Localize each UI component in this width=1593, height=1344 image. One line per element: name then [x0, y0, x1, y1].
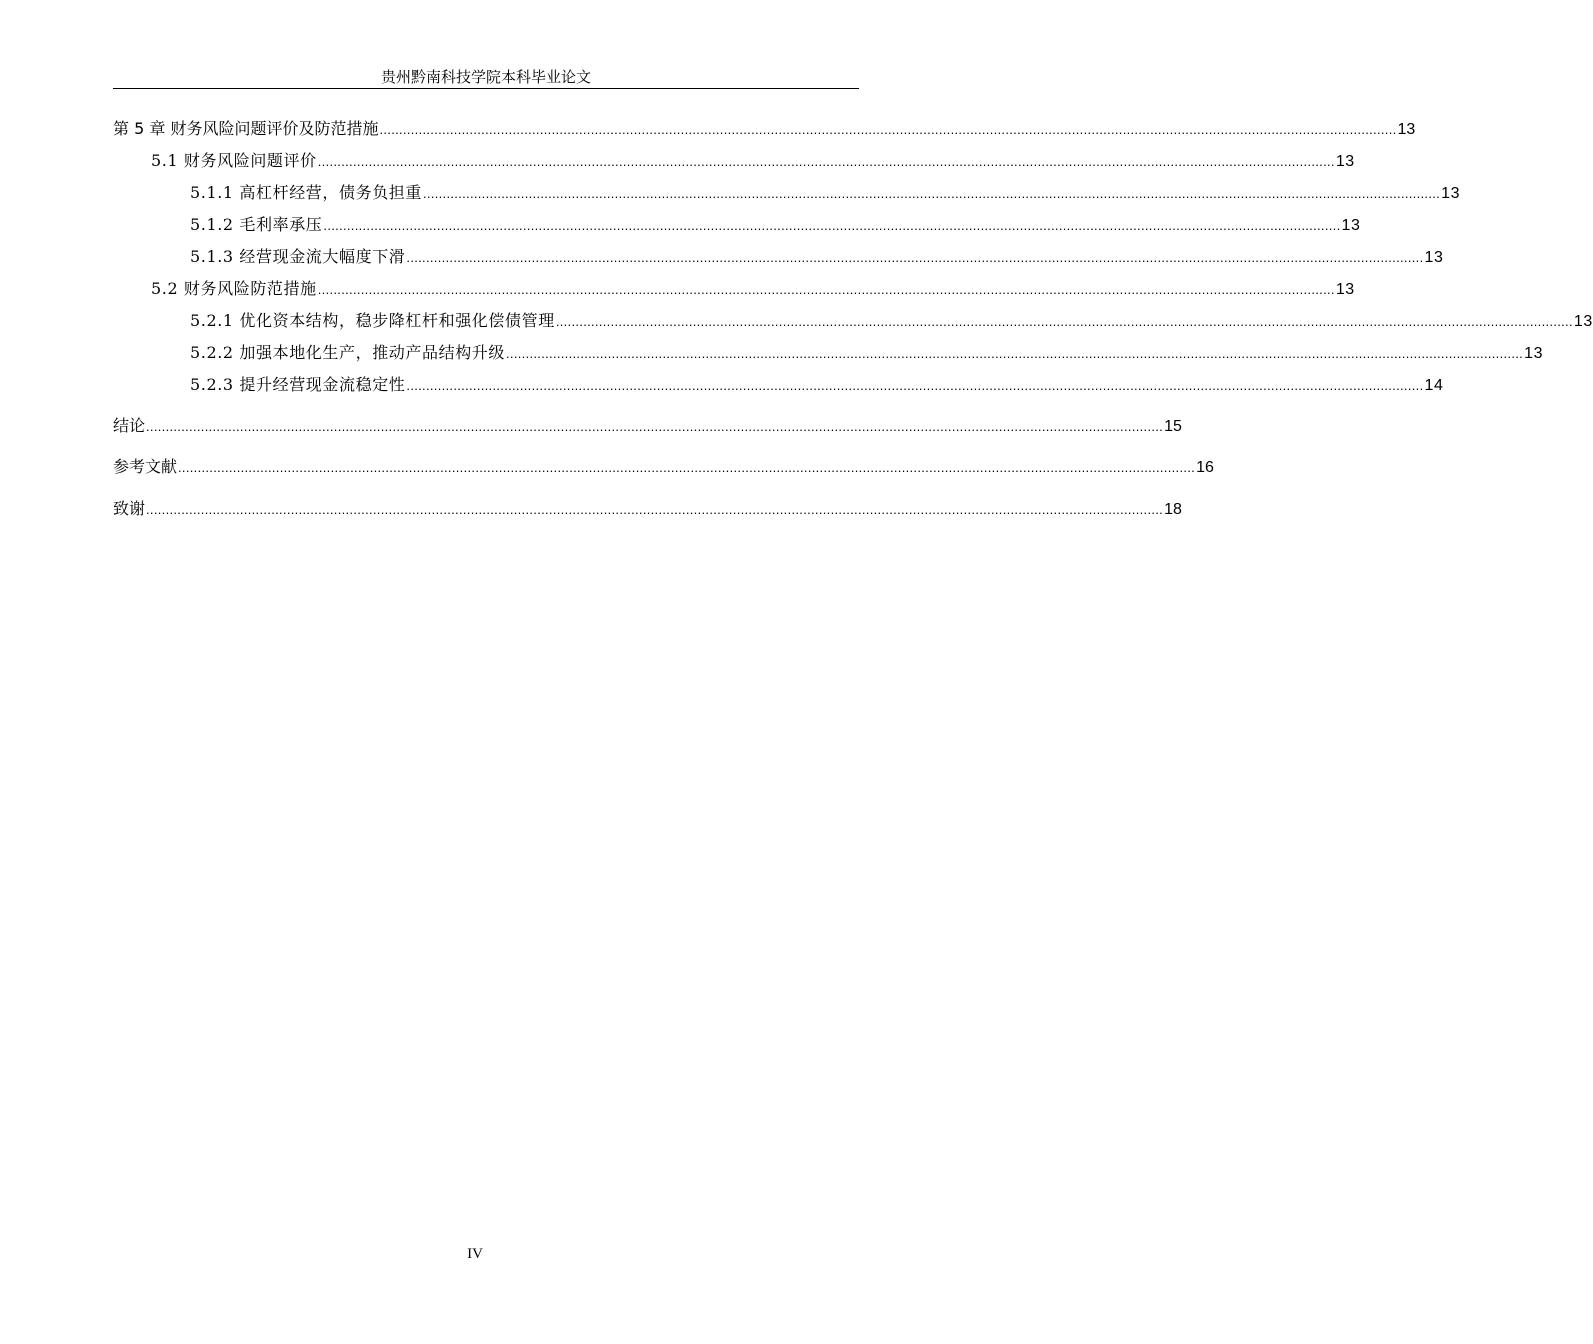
toc-entry-label: 致谢 [113, 499, 146, 518]
toc-entry-page: 14 [1424, 377, 1444, 394]
toc-entry-label: 5.2.1 优化资本结构，稳步降杠杆和强化偿债管理 [190, 311, 555, 330]
toc-dot-leader: .................................................................................................................................................................................................................................................................... [178, 460, 1196, 475]
toc-dot-leader: .................................................................................................................................................................................................................................................................... [317, 282, 1335, 297]
toc-entry-label: 5.2.3 提升经营现金流稳定性 [190, 375, 406, 394]
toc-entry-page: 13 [1441, 185, 1461, 202]
toc-entry-5-2-3[interactable] [113, 372, 1444, 413]
toc-dot-leader: .................................................................................................................................................................................................................................................................... [423, 186, 1441, 201]
toc-entry-page: 15 [1164, 418, 1182, 435]
toc-entry-page: 18 [1164, 501, 1182, 518]
toc-dot-leader: .................................................................................................................................................................................................................................................................... [406, 250, 1424, 265]
toc-entry-page: 13 [1573, 313, 1593, 330]
toc-entry-label: 第 5 章 财务风险问题评价及防范措施 [113, 119, 379, 138]
table-of-contents [113, 116, 1593, 528]
toc-dot-leader: .................................................................................................................................................................................................................................................................... [506, 346, 1524, 361]
toc-entry-label: 5.1.1 高杠杆经营，债务负担重 [190, 183, 422, 202]
toc-dot-leader: .................................................................................................................................................................................................................................................................... [323, 218, 1341, 233]
toc-entry-label: 参考文献 [113, 457, 178, 476]
toc-entry-5-1-1[interactable] [113, 180, 1461, 212]
toc-entry-5-2-1[interactable] [113, 308, 1593, 340]
toc-entry-chapter-5[interactable] [113, 116, 1416, 148]
toc-entry-label: 5.1.2 毛利率承压 [190, 215, 323, 234]
toc-entry-label: 5.1.3 经营现金流大幅度下滑 [190, 247, 406, 266]
toc-entry-page: 13 [1524, 345, 1544, 362]
toc-entry-conclusion[interactable] [113, 413, 1182, 454]
toc-dot-leader: .................................................................................................................................................................................................................................................................... [146, 419, 1164, 434]
page-number: IV [467, 1246, 483, 1262]
toc-entry-5-1-2[interactable] [113, 212, 1361, 244]
toc-entry-label: 5.1 财务风险问题评价 [151, 151, 317, 170]
toc-entry-5-2[interactable] [113, 276, 1355, 308]
toc-entry-page: 16 [1196, 459, 1214, 476]
toc-entry-label: 5.2.2 加强本地化生产，推动产品结构升级 [190, 343, 505, 362]
toc-dot-leader: .................................................................................................................................................................................................................................................................... [406, 378, 1424, 393]
header-title: 贵州黔南科技学院本科毕业论文 [380, 68, 591, 86]
toc-dot-leader: .................................................................................................................................................................................................................................................................... [379, 122, 1397, 137]
page-header [113, 66, 859, 89]
toc-entry-5-2-2[interactable] [113, 340, 1544, 372]
toc-dot-leader: .................................................................................................................................................................................................................................................................... [146, 502, 1164, 517]
toc-entry-page: 13 [1397, 121, 1416, 138]
toc-entry-page: 13 [1335, 153, 1355, 170]
toc-entry-label: 结论 [113, 416, 146, 435]
toc-entry-references[interactable] [113, 454, 1214, 496]
toc-entry-acknowledgements[interactable] [113, 496, 1182, 528]
toc-entry-page: 13 [1424, 249, 1444, 266]
toc-entry-page: 13 [1335, 281, 1355, 298]
toc-dot-leader: .................................................................................................................................................................................................................................................................... [555, 314, 1573, 329]
toc-dot-leader: .................................................................................................................................................................................................................................................................... [317, 154, 1335, 169]
toc-entry-5-1-3[interactable] [113, 244, 1444, 276]
toc-entry-label: 5.2 财务风险防范措施 [151, 279, 317, 298]
toc-entry-page: 13 [1341, 217, 1361, 234]
toc-entry-5-1[interactable] [113, 148, 1355, 180]
